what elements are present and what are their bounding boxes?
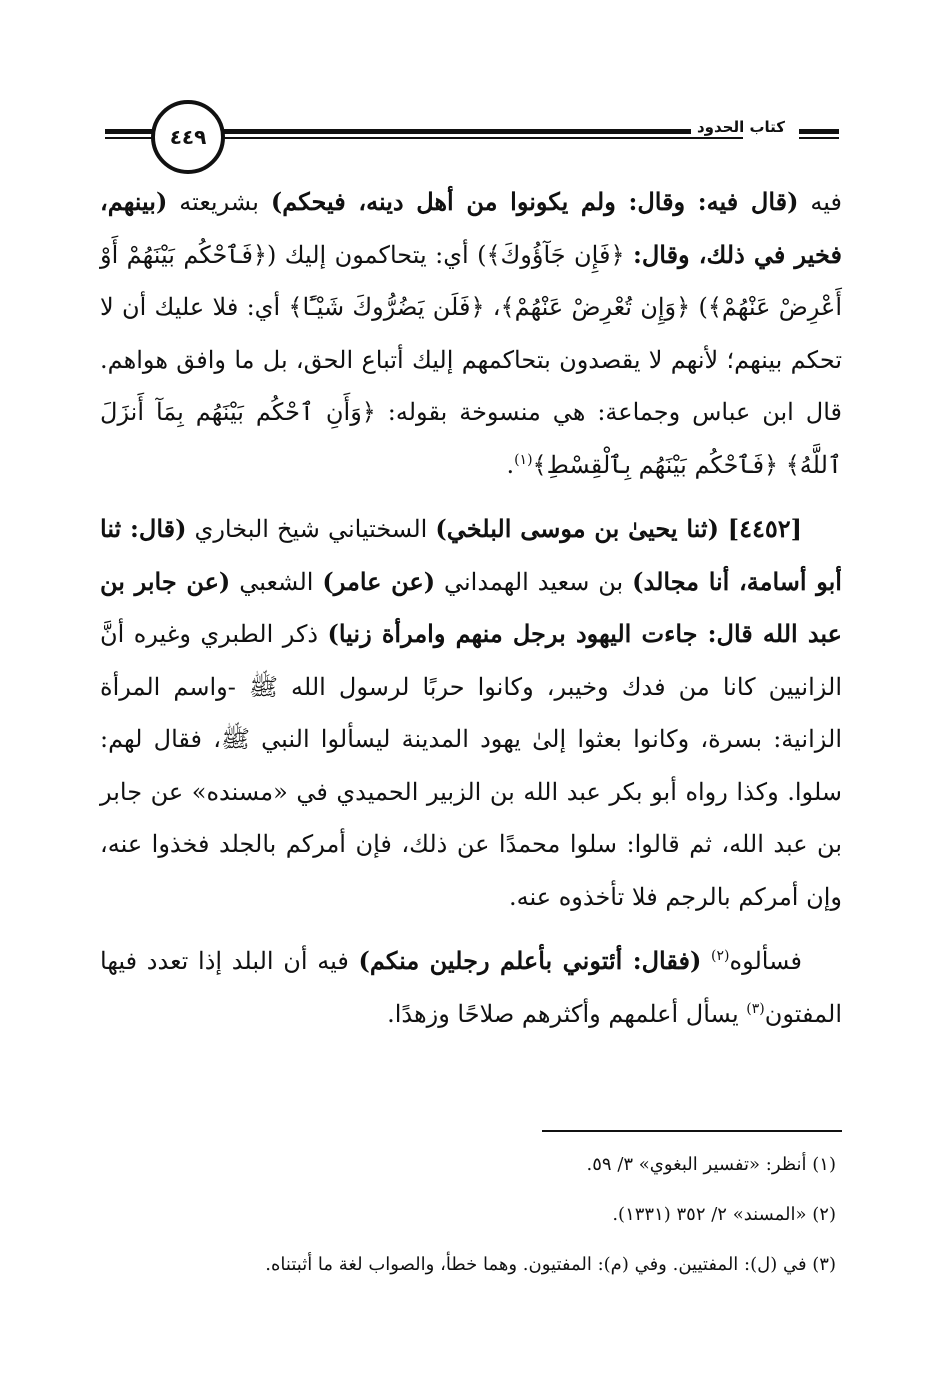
footnote-2: (٢) «المسند» ٢/ ٣٥٢ (١٣٣١).	[612, 1204, 836, 1225]
header-rule	[105, 129, 155, 134]
header-rule	[799, 129, 839, 134]
bold-run: (قال: ثنا أبو أسامة، أنا مجالد)	[100, 514, 842, 596]
paragraph-1	[100, 176, 842, 491]
bold-run: (عن عامر)	[322, 566, 436, 596]
footnote-separator	[542, 1130, 842, 1132]
footnote-ref: (١)	[514, 451, 533, 468]
text-run	[701, 947, 711, 975]
bold-run: (قال فيه: وقال: ولم يكونوا من أهل دينه، فيحكم)	[270, 187, 799, 216]
main-text	[100, 176, 842, 1052]
text-run: السختياني شيخ البخاري	[186, 515, 436, 543]
header-rule	[105, 137, 155, 139]
footnote-3: (٣) في (ل): المفتيين. وفي (م): المفتيون. وهما خطأ، والصواب لغة ما أثبتناه.	[265, 1254, 836, 1275]
text-run: .	[506, 450, 515, 479]
page-header	[105, 96, 839, 170]
footnote-1: (١) أنظر: «تفسير البغوي» ٣/ ٥٩.	[586, 1154, 836, 1175]
page-number: ٤٤٩	[151, 100, 225, 174]
footnote-ref: (٣)	[746, 1000, 765, 1017]
bold-run: [٤٤٥٢] (ثنا يحيىٰ بن موسى البلخي)	[435, 514, 803, 543]
bold-run: (بينهم، فخير في ذلك، وقال:	[100, 187, 843, 269]
running-title: كتاب الحدود	[691, 118, 791, 136]
text-run: ﴿فَإِن جَآؤُوكَ﴾) أي: يتحاكمون إليك (﴿فَٱحْكُم بَيْنَهُمْ أَوْ أَعْرِضْ عَنْهُمْ﴾) ﴿وَإِن تُعْرِضْ عَنْهُمْ﴾، ﴿فَلَن يَضُرُّوكَ شَيْـًٔا﴾ أي: فلا عليك أن لا تحكم بينهم؛ لأنهم لا يقصدون بتحاكمهم إليك أتباع الحق، بل ما وافق هواهم. قال ابن عباس وجماعة: هي منسوخة بقوله: ﴿وَأَنِ ٱحْكُم بَيْنَهُم بِمَآ أَنزَلَ ٱللَّهُ﴾ ﴿فَٱحْكُم بَيْنَهُم بِٱلْقِسْطِ﴾	[100, 240, 842, 479]
bold-run: (فقال: أئتوني بأعلم رجلين منكم)	[358, 946, 702, 975]
text-run: بن سعيد الهمداني	[435, 567, 633, 596]
paragraph-2	[100, 503, 842, 923]
text-run: فسألوه	[729, 947, 802, 975]
header-rule	[203, 137, 743, 139]
footnotes	[100, 1140, 836, 1290]
text-run: يسأل أعلمهم وأكثرهم صلاحًا وزهدًا.	[387, 999, 747, 1028]
header-rule	[203, 129, 743, 134]
text-run: بشريعته	[167, 188, 271, 216]
text-run: فيه	[798, 188, 843, 216]
text-run: ذكر الطبري وغيره أنَّ الزانيين كانا من فدك وخيبر، وكانوا حربًا لرسول الله ﷺ -واسم المرأة الزانية: بسرة، وكانوا بعثوا إلىٰ يهود المدينة ليسألوا النبي ﷺ، فقال لهم: سلوا. وكذا رواه أبو بكر عبد الله بن الزبير الحميدي في «مسنده» عن جابر بن عبد الله، ثم قالوا: سلوا محمدًا عن ذلك، فإن أمركم بالجلد فخذوا عنه، وإن أمركم بالرجم فلا تأخذوه عنه.	[100, 620, 842, 911]
footnote-ref: (٢)	[711, 948, 730, 964]
header-rule	[799, 137, 839, 139]
paragraph-3	[100, 935, 842, 1040]
bold-run: (عن جابر بن عبد الله قال: جاءت اليهود برجل منهم وامرأة زنيا)	[100, 566, 842, 648]
text-run: الشعبي	[230, 567, 323, 596]
text-run: فيه أن البلد إذا تعدد فيها المفتون	[100, 947, 842, 1028]
